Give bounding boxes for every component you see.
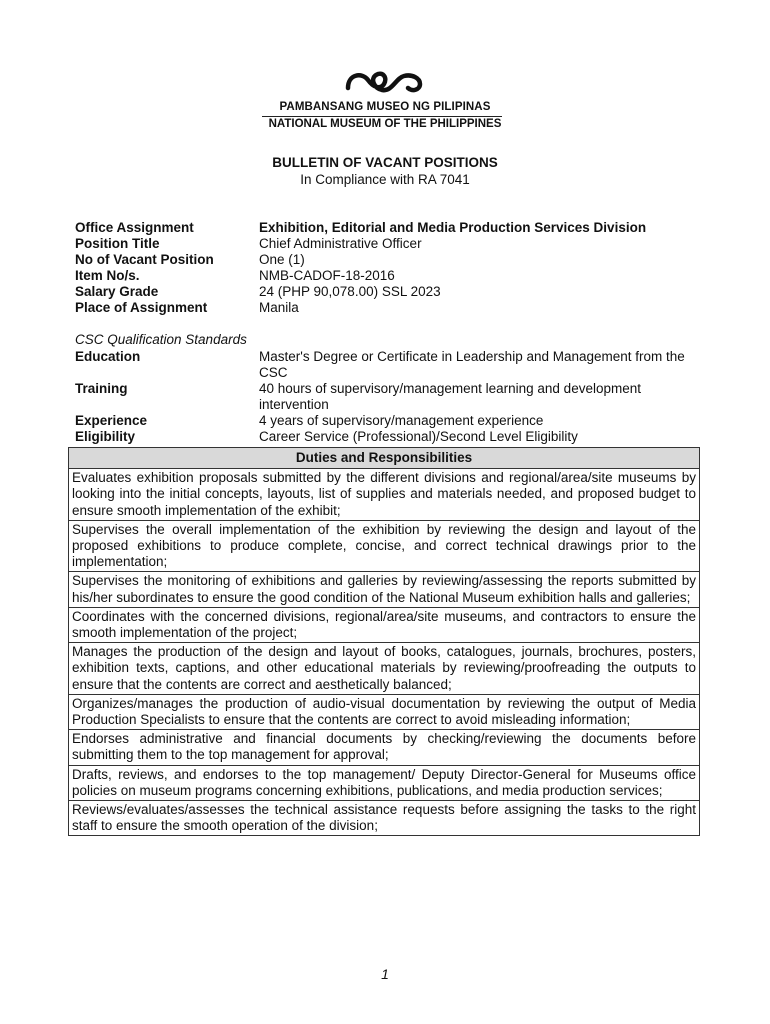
- org-name-english: NATIONAL MUSEUM OF THE PHILIPPINES: [268, 118, 502, 130]
- info-label: Place of Assignment: [75, 300, 208, 315]
- info-row-item-no: [75, 268, 705, 284]
- qualifications-list: [75, 349, 705, 445]
- info-label: Position Title: [75, 236, 160, 251]
- table-row: [69, 730, 700, 765]
- page-subtitle: In Compliance with RA 7041: [300, 172, 470, 187]
- duties-table: [68, 447, 700, 836]
- info-row-place: [75, 300, 705, 316]
- info-row-office: [75, 220, 705, 236]
- duty-cell: Drafts, reviews, and endorses to the top management/ Deputy Director-General for Museums office policies on museum programs concerning exhibitions, publications, and media production services;: [69, 765, 700, 800]
- qual-label: Eligibility: [75, 429, 136, 444]
- duty-cell: Manages the production of the design and layout of books, catalogues, journals, brochures, posters, exhibition texts, captions, and other educational materials by reviewing/proofreading the outputs to ensure that the contents are correct and aesthetically balanced;: [69, 643, 700, 695]
- duty-cell: Organizes/manages the production of audio-visual documentation by reviewing the output of Media Production Specialists to ensure that the contents are correct to avoid misleading information;: [69, 694, 700, 729]
- table-row: [69, 694, 700, 729]
- info-value: Exhibition, Editorial and Media Production Services Division: [259, 220, 647, 235]
- info-row-vacant-count: [75, 252, 705, 268]
- info-row-position-title: [75, 236, 705, 252]
- info-label: Item No/s.: [75, 268, 140, 283]
- duty-cell: Reviews/evaluates/assesses the technical assistance requests before assigning the tasks to the right staff to ensure the smooth operation of the division;: [69, 801, 700, 836]
- info-row-salary-grade: [75, 284, 705, 300]
- info-value: One (1): [259, 252, 305, 267]
- info-value: Manila: [259, 300, 299, 315]
- info-value: 24 (PHP 90,078.00) SSL 2023: [259, 284, 441, 299]
- position-info: [75, 220, 705, 316]
- info-label: No of Vacant Position: [75, 252, 214, 267]
- table-row: [69, 520, 700, 572]
- qual-label: Experience: [75, 413, 148, 428]
- table-row: [69, 801, 700, 836]
- table-header-row: [69, 448, 700, 469]
- table-row: [69, 765, 700, 800]
- duty-cell: Endorses administrative and financial documents by checking/reviewing the documents before submitting them to the top management for approval;: [69, 730, 700, 765]
- page-title: BULLETIN OF VACANT POSITIONS: [272, 155, 498, 170]
- info-value: NMB-CADOF-18-2016: [259, 268, 395, 283]
- qual-value: Career Service (Professional)/Second Level Eligibility: [259, 429, 578, 444]
- divider: [262, 116, 502, 117]
- qual-row-experience: [75, 413, 705, 429]
- qual-value: 40 hours of supervisory/management learning and development intervention: [259, 381, 641, 412]
- duty-cell: Evaluates exhibition proposals submitted by the different divisions and regional/area/site museums by looking into the initial concepts, layouts, list of supplies and materials needed, and proposed budget to ensure smooth implementation of the exhibit;: [69, 469, 700, 521]
- table-row: [69, 607, 700, 642]
- qual-row-eligibility: [75, 429, 705, 445]
- table-row: [69, 469, 700, 521]
- duty-cell: Supervises the monitoring of exhibitions and galleries by reviewing/assessing the reports submitted by his/her subordinates to ensure the good condition of the National Museum exhibition halls and galleries;: [69, 572, 700, 607]
- info-label: Salary Grade: [75, 284, 159, 299]
- table-row: [69, 572, 700, 607]
- qual-value: Master's Degree or Certificate in Leadership and Management from the CSC: [259, 349, 685, 380]
- table-header: Duties and Responsibilities: [69, 448, 700, 469]
- duty-cell: Supervises the overall implementation of the exhibition by reviewing the design and layout of the proposed exhibitions to produce complete, concise, and correct technical drawings prior to the implementation;: [69, 520, 700, 572]
- page-number: 1: [381, 966, 389, 982]
- qual-row-training: [75, 381, 705, 413]
- info-label: Office Assignment: [75, 220, 194, 235]
- qual-label: Education: [75, 349, 141, 364]
- info-value: Chief Administrative Officer: [259, 236, 422, 251]
- qual-label: Training: [75, 381, 128, 396]
- qual-row-education: [75, 349, 705, 381]
- org-name-filipino: PAMBANSANG MUSEO NG PILIPINAS: [279, 101, 491, 113]
- duty-cell: Coordinates with the concerned divisions, regional/area/site museums, and contractors to ensure the smooth implementation of the project;: [69, 607, 700, 642]
- qual-value: 4 years of supervisory/management experience: [259, 413, 544, 428]
- national-museum-logo-icon: [340, 66, 430, 98]
- logo: [0, 66, 770, 98]
- table-row: [69, 643, 700, 695]
- qualifications-heading: CSC Qualification Standards: [75, 332, 247, 347]
